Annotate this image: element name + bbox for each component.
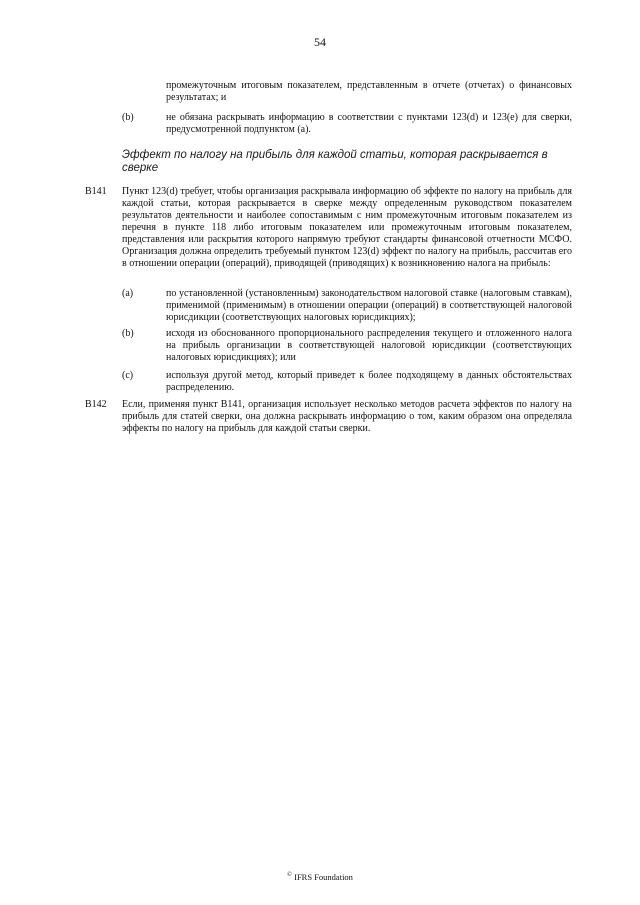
footer [0, 869, 640, 883]
list-item-label-c: (c) [122, 370, 134, 381]
continuation-text: промежуточным итоговым показателем, представленным в отчете (отчетах) о финансовых результатах; и [166, 80, 572, 103]
page-number: 54 [314, 35, 326, 49]
item-label-b-top: (b) [122, 112, 134, 123]
paragraph-text-b142: Если, применяя пункт B141, организация использует несколько методов расчета эффектов по налогу на прибыль для статей сверки, она должна раскрывать информацию о том, каким образом она определяла эффекты по налогу на прибыль для каждой статьи сверки. [122, 399, 572, 434]
list-item-text-b: исходя из обоснованного пропорционального распределения текущего и отложенного налога на прибыль организации в соответствующей налоговой юрисдикции (соответствующих налоговых юрисдикциях); или [166, 328, 572, 363]
footer-text: IFRS Foundation [294, 871, 353, 882]
paragraph-text-b141: Пункт 123(d) требует, чтобы организация раскрывала информацию об эффекте по налогу на прибыль для каждой статьи, которая раскрывается в сверке между определенным руководством показателем результатов деятельности и наиболее сопоставимым с ним промежуточным итоговым показателем из перечня в пункте 118 либо итоговым показателем или промежуточным итоговым показателем, представления или раскрытия которого напрямую требуют стандарты финансовой отчетности МСФО. Организация должна определить требуемый пунктом 123(d) эффект по налогу на прибыль, рассчитав его в отношении операции (операций), приводящей (приводящих) к возникновению налога на прибыль: [122, 186, 572, 269]
list-item-label-a: (a) [122, 288, 134, 299]
list-item-text-a: по установленной (установленным) законодательством налоговой ставке (налоговым ставкам), применимой (применимым) в отношении операции (операций) в соответствующей налоговой юрисдикции (соответствующих налоговых юрисдикциях); [166, 288, 572, 323]
list-item-text-c: используя другой метод, который приведет к более подходящему в данных обстоятельствах распределению. [166, 370, 572, 393]
list-item-label-b: (b) [122, 328, 134, 339]
paragraph-number-b141: B141 [85, 186, 107, 197]
item-text-b-top: не обязана раскрывать информацию в соответствии с пунктами 123(d) и 123(e) для сверки, предусмотренной подпунктом (a). [166, 112, 572, 135]
copyright-symbol: © [287, 871, 292, 878]
paragraph-number-b142: B142 [85, 399, 107, 410]
section-heading: Эффект по налогу на прибыль для каждой статьи, которая раскрывается в сверке [122, 149, 548, 174]
